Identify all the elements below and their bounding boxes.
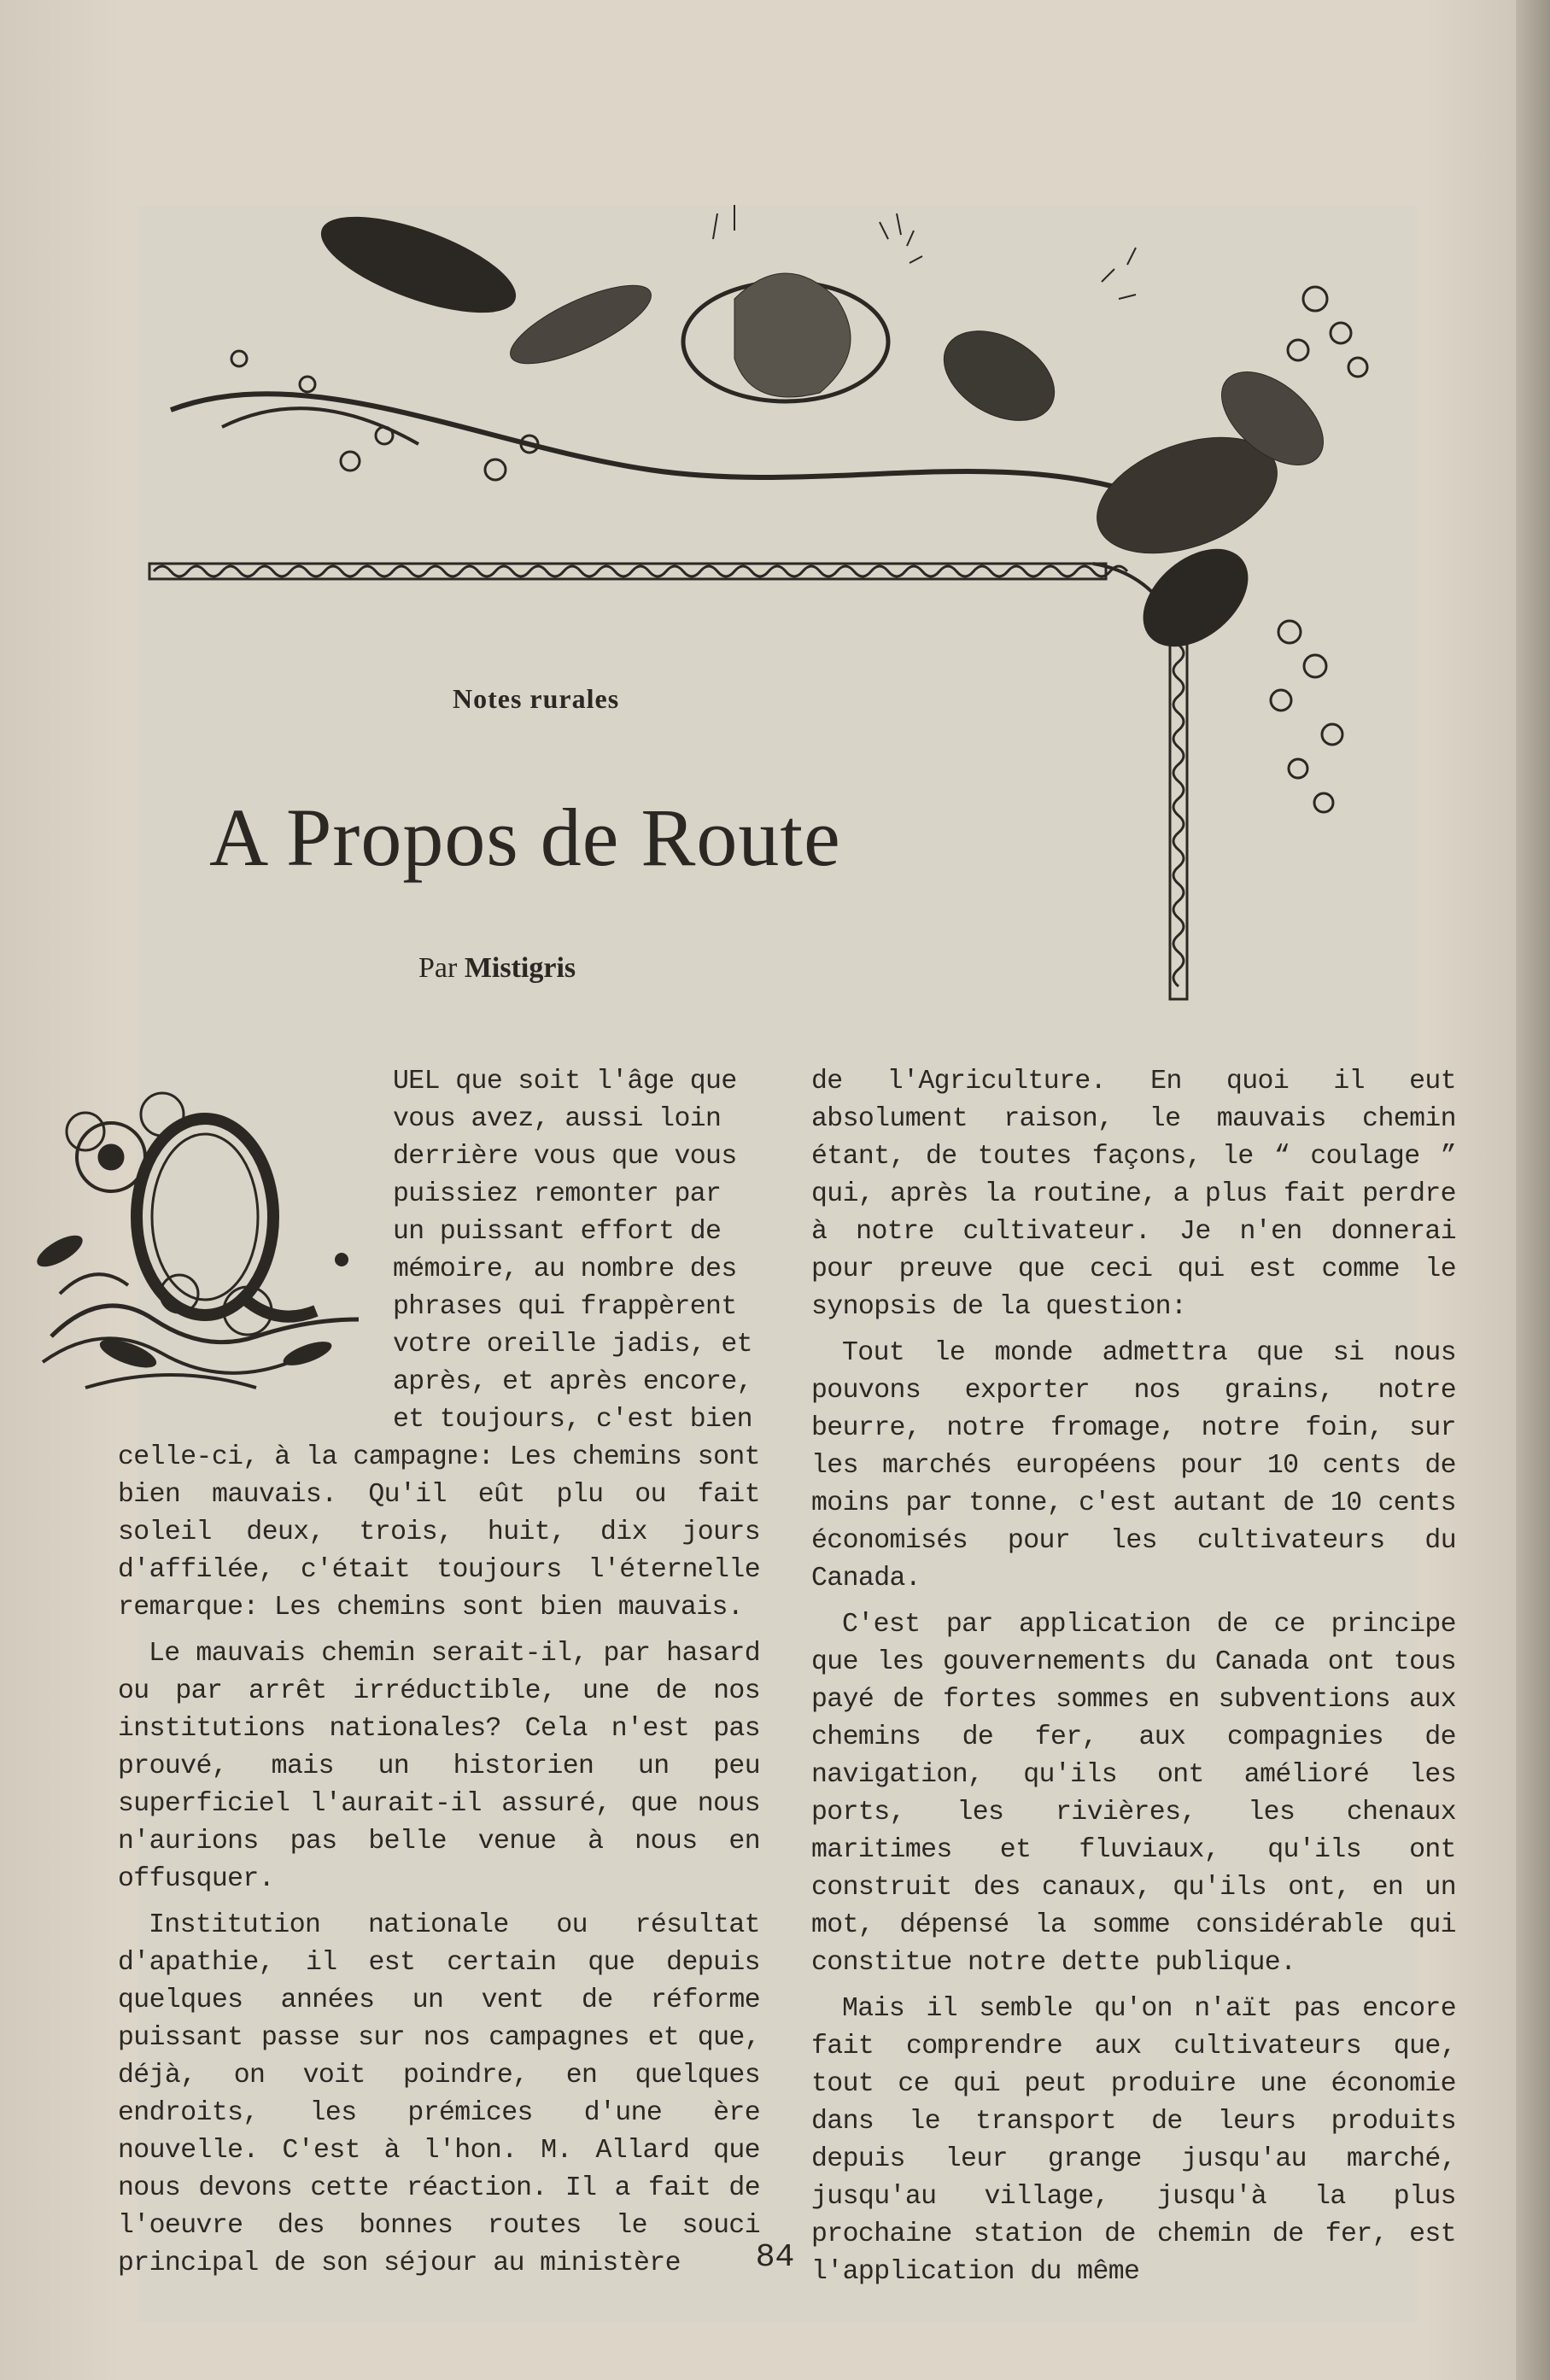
paragraph: celle-ci, à la campagne: Les chemins sont bien mauvais. Qu'il eût plu ou fait soleil deux, trois, huit, dix jours d'affilée, c'était toujours l'éternelle remarque: Les chemins sont bien mauvais. — [118, 1442, 760, 1623]
page-number: 84 — [755, 2239, 795, 2276]
paragraph: Institution nationale ou résultat d'apathie, il est certain que depuis quelques années un vent de réforme puissant passe sur nos campagnes et que, déjà, on voit poindre, en quelques endroits, les prémices d'une ère nouvelle. C'est à l'hon. M. Allard que nous devons cette réaction. Il a fait de l'oeuvre des bonnes routes le souci principal de son séjour au ministère — [118, 1910, 760, 2278]
intro-line: après, et après encore, — [393, 1367, 752, 1397]
right-column-body — [811, 1063, 1456, 2300]
byline-prefix: Par — [418, 952, 458, 984]
decorative-border-horizontal — [149, 564, 1127, 579]
intro-line: UEL que soit l'âge que — [393, 1067, 737, 1096]
floral-ornament-illustration — [137, 188, 1435, 1042]
dropcap-illustration — [34, 1080, 367, 1413]
intro-line: un puissant effort de — [393, 1217, 722, 1247]
paragraph: Tout le monde admettra que si nous pouvons exporter nos grains, notre beurre, notre fromage, notre foin, sur les marchés européens pour 10 cents de moins par tonne, c'est autant de 10 cents économisés pour les cultivateurs du Canada. — [811, 1338, 1456, 1593]
intro-line: et toujours, c'est bien — [393, 1405, 752, 1435]
intro-line: puissiez remonter par — [393, 1179, 722, 1209]
paragraph: C'est par application de ce principe que les gouvernements du Canada ont tous payé de fortes sommes en subventions aux chemins de fer, aux compagnies de navigation, qu'ils ont amélioré les ports, les rivières, les chenaux maritimes et fluviaux, qu'ils ont construit des canaux, qu'ils ont, en un mot, dépensé la somme considérable qui constitue notre dette publique. — [811, 1610, 1456, 1978]
intro-line: derrière vous que vous — [393, 1142, 737, 1172]
left-column-body — [118, 1439, 760, 2291]
intro-line: phrases qui frappèrent — [393, 1292, 737, 1322]
article-kicker: Notes rurales — [453, 683, 620, 714]
paragraph: Mais il semble qu'on n'aït pas encore fait comprendre aux cultivateurs que, tout ce qui peut produire une économie dans le transport de leurs produits depuis leur grange jusqu'au marché, jusqu'au village, jusqu'à la plus prochaine station de chemin de fer, est l'application du même — [811, 1994, 1456, 2287]
byline-author: Mistigris — [464, 952, 576, 984]
article-byline — [418, 952, 760, 985]
intro-line: votre oreille jadis, et — [393, 1330, 752, 1360]
paragraph: de l'Agriculture. En quoi il eut absolument raison, le mauvais chemin étant, de toutes façons, le “ coulage ” qui, après la routine, a plus fait perdre à notre cultivateur. Je n'en donnerai pour preuve que ceci qui est comme le synopsis de la question: — [811, 1067, 1456, 1322]
book-spine-edge — [1516, 0, 1550, 2380]
paragraph: Le mauvais chemin serait-il, par hasard ou par arrêt irréductible, une de nos institutions nationales? Cela n'est pas prouvé, mais un historien un peu superficiel l'aurait-il assuré, que nous n'aurions pas belle venue à nous en offusquer. — [118, 1639, 760, 1894]
intro-line: mémoire, au nombre des — [393, 1254, 737, 1284]
article-title: A Propos de Route — [209, 792, 841, 883]
left-column-intro — [393, 1063, 760, 1439]
intro-line: vous avez, aussi loin — [393, 1104, 722, 1134]
